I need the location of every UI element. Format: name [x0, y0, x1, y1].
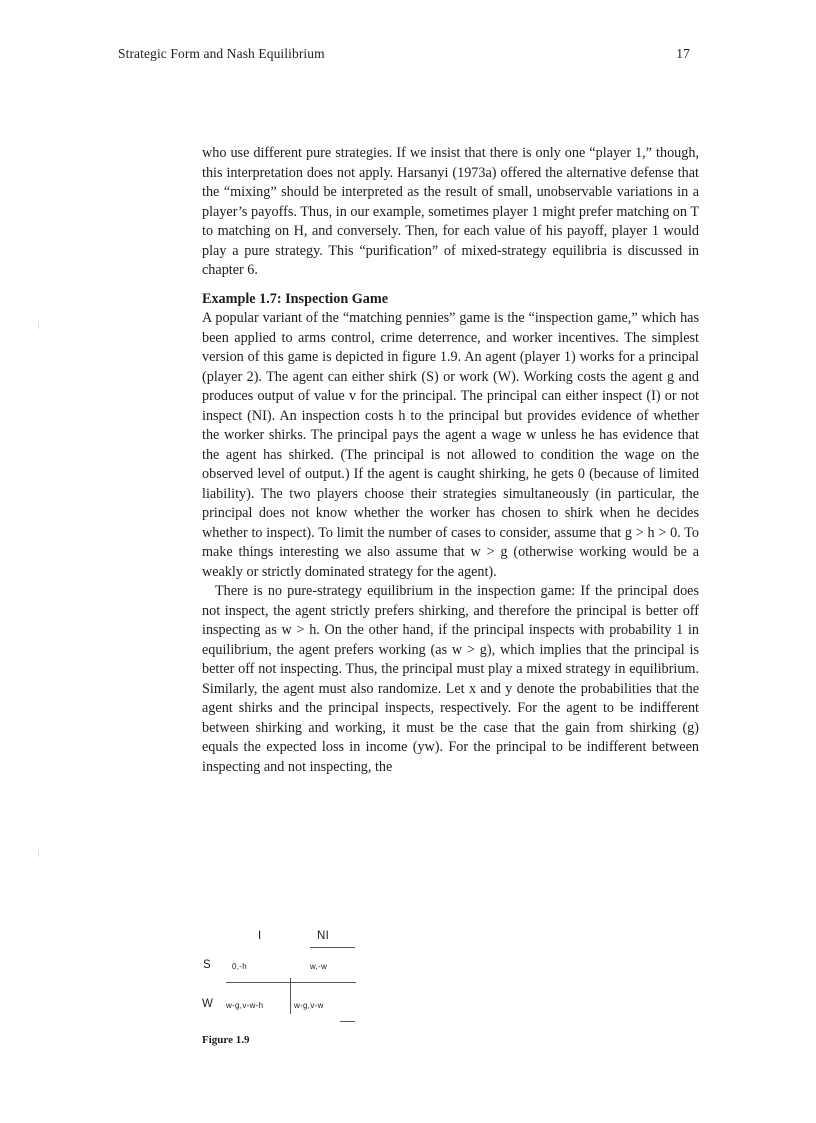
column-label-not-inspect: NI: [317, 930, 330, 942]
cell-shirk-inspect: 0,-h: [232, 962, 247, 971]
row-label-work: W: [202, 998, 214, 1010]
page-number: 17: [676, 46, 690, 61]
figure-caption: Figure 1.9: [202, 1034, 250, 1046]
matrix-top-rule: [310, 947, 355, 948]
example-heading: Example 1.7: Inspection Game: [202, 290, 389, 307]
column-label-inspect: I: [258, 930, 262, 942]
scan-mark: |: [38, 848, 40, 857]
scan-mark: |: [38, 320, 40, 329]
cell-shirk-not-inspect: w,-w: [310, 962, 328, 971]
paragraph-1: who use different pure strategies. If we insist that there is only one “player 1,” though, this interpretation does not apply. Harsanyi (1973a) offered the alternative defense that the “mixing” should be interpreted as the result of small, unobservable variations in a player’s payoffs. Thus, in our example, sometimes player 1 might prefer matching on T to matching on H, and conversely. Then, for each value of his payoff, player 1 would play a pure strategy. This “purification” of mixed-strategy equilibria is discussed in chapter 6.: [202, 145, 699, 278]
matrix-bottom-rule: [340, 1021, 355, 1022]
running-title: Strategic Form and Nash Equilibrium: [118, 46, 325, 61]
cell-work-not-inspect: w-g,v-w: [294, 1001, 324, 1010]
cell-work-inspect: w-g,v-w-h: [226, 1001, 264, 1010]
body-text: [202, 144, 699, 777]
running-header: [118, 46, 690, 66]
paragraph-2: A popular variant of the “matching pennies” game is the “inspection game,” which has been applied to arms control, crime deterrence, and worker incentives. The simplest version of this game is depicted in figure 1.9. An agent (player 1) works for a principal (player 2). The agent can either shirk (S) or work (W). Working costs the agent g and produces output of value v for the principal. The principal can either inspect (I) or not inspect (NI). An inspection costs h to the principal but provides evidence of whether the worker shirks. The principal pays the agent a wage w unless he has evidence that the agent has shirked. (The principal is not allowed to condition the wage on the observed level of output.) If the agent is caught shirking, he gets 0 (because of limited liability). The two players choose their strategies simultaneously (in particular, the principal does not know whether the worker has chosen to shirk when he decides whether to inspect). To limit the number of cases to consider, assume that g > h > 0. To make things interesting we also assume that w > g (otherwise working would be a weakly or strictly dominated strategy for the agent).: [202, 310, 699, 580]
row-label-shirk: S: [203, 959, 211, 971]
matrix-middle-rule: [226, 982, 356, 983]
matrix-divider: [290, 978, 291, 1014]
paragraph-3: There is no pure-strategy equilibrium in the inspection game: If the principal does not inspect, the agent strictly prefers shirking, and therefore the principal is better off inspecting as w > h. On the other hand, if the principal inspects with probability 1 in equilibrium, the agent prefers working (as w > g), which implies that the principal is better off not inspecting. Thus, the principal must play a mixed strategy in equilibrium. Similarly, the agent must also randomize. Let x and y denote the probabilities that the agent shirks and the principal inspects, respectively. For the agent to be indifferent between shirking and working, it must be the case that the gain from shirking (g) equals the expected loss in income (yw). For the principal to be indifferent between inspecting and not inspecting, the: [202, 583, 699, 775]
payoff-matrix: [200, 928, 380, 1028]
